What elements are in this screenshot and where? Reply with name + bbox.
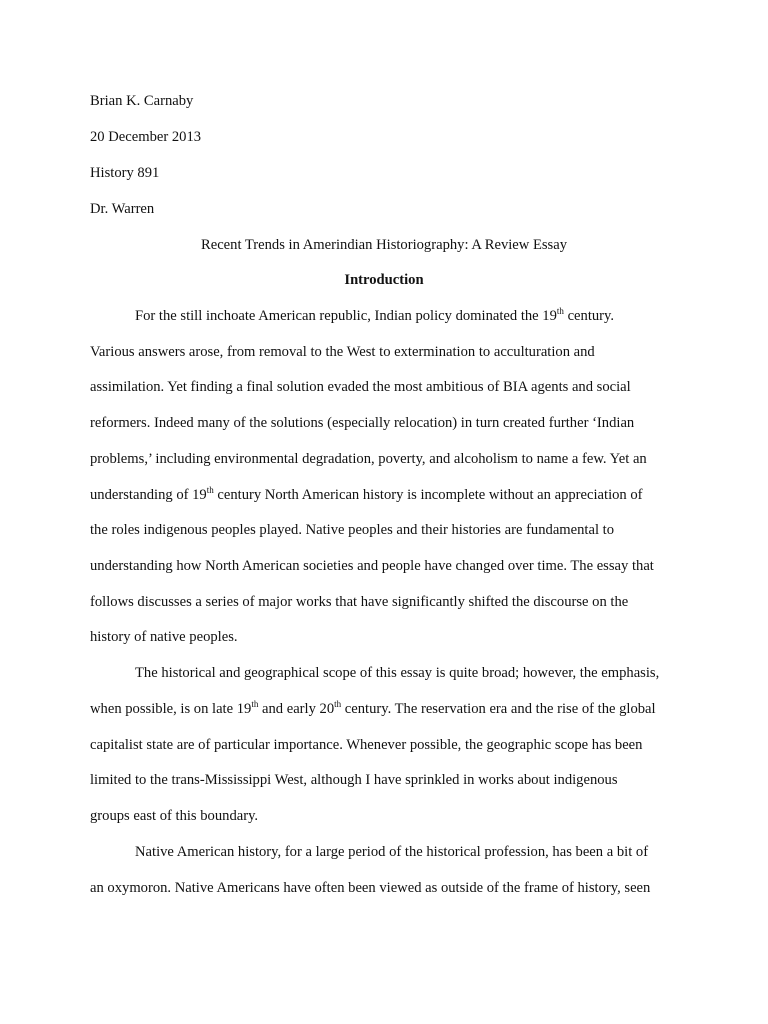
paragraph-1-line-2: Various answers arose, from removal to the West to extermination to acculturation and [90, 344, 595, 360]
paragraph-1-line-8: understanding how North American societies and people have changed over time. The essay that [90, 558, 654, 574]
text-run: understanding of 19 [90, 487, 207, 503]
paragraph-1-line-6 [90, 486, 643, 504]
superscript: th [251, 699, 259, 709]
superscript: th [334, 699, 342, 709]
paragraph-2-line-1: The historical and geographical scope of this essay is quite broad; however, the emphasis, [135, 665, 660, 681]
essay-date: 20 December 2013 [90, 129, 202, 145]
superscript: th [556, 306, 564, 316]
text-run: century North American history is incomplete without an appreciation of [213, 487, 643, 503]
paragraph-1-line-9: follows discusses a series of major works that have significantly shifted the discourse on the [90, 594, 629, 610]
superscript: th [206, 485, 214, 495]
author-name: Brian K. Carnaby [90, 93, 194, 109]
paragraph-2-line-2 [90, 700, 656, 718]
paragraph-1-line-5: problems,’ including environmental degradation, poverty, and alcoholism to name a few. Yet an [90, 451, 647, 467]
paragraph-1-line-10: history of native peoples. [90, 629, 238, 645]
section-heading: Introduction [344, 272, 424, 288]
text-run: century. The reservation era and the rise of the global [341, 701, 656, 717]
paragraph-1-line-3: assimilation. Yet finding a final solution evaded the most ambitious of BIA agents and social [90, 379, 631, 395]
text-run: when possible, is on late 19 [90, 701, 252, 717]
paragraph-2-line-3: capitalist state are of particular importance. Whenever possible, the geographic scope has been [90, 737, 643, 753]
essay-title: Recent Trends in Amerindian Historiography: A Review Essay [200, 237, 568, 253]
text-run: and early 20 [258, 701, 335, 717]
paragraph-3-line-1: Native American history, for a large period of the historical profession, has been a bit of [135, 844, 649, 860]
instructor-name: Dr. Warren [90, 201, 155, 217]
course-name: History 891 [90, 165, 160, 181]
text-run: century. [563, 308, 615, 324]
paragraph-1-line-1 [135, 307, 614, 325]
paragraph-1-line-4: reformers. Indeed many of the solutions (especially relocation) in turn created further ‘Indian [90, 415, 635, 431]
text-run: For the still inchoate American republic, Indian policy dominated the 19 [135, 308, 557, 324]
paragraph-2-line-5: groups east of this boundary. [90, 808, 259, 824]
paragraph-2-line-4: limited to the trans-Mississippi West, although I have sprinkled in works about indigenous [90, 772, 618, 788]
paragraph-3-line-2: an oxymoron. Native Americans have often been viewed as outside of the frame of history, seen [90, 880, 651, 896]
paragraph-1-line-7: the roles indigenous peoples played. Native peoples and their histories are fundamental to [90, 522, 615, 538]
